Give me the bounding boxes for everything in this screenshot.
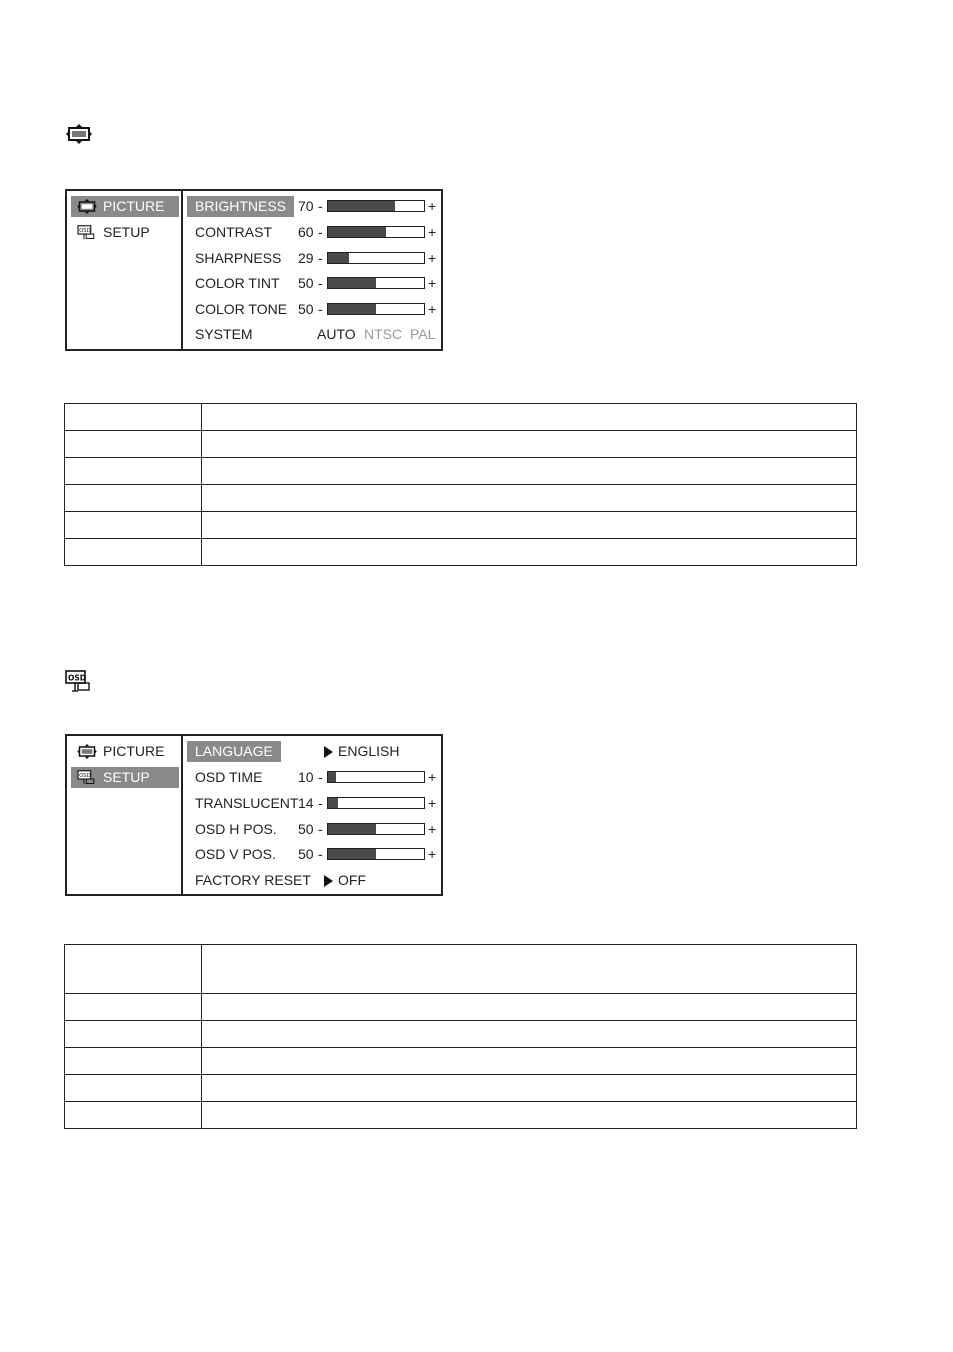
row-label: OSD V POS. (195, 846, 276, 862)
table-cell (202, 1075, 857, 1102)
svg-text:OSD: OSD (68, 673, 87, 683)
minus-symbol: - (318, 198, 323, 214)
row-label: OSD TIME (195, 769, 263, 785)
table-row (65, 512, 857, 539)
plus-symbol: + (428, 769, 437, 785)
table-cell (65, 458, 202, 485)
minus-symbol: - (318, 224, 323, 240)
minus-symbol: - (318, 250, 323, 266)
row-value: 50 (298, 301, 314, 317)
menu-row-osd-v-pos[interactable] (187, 844, 441, 865)
plus-symbol: + (428, 250, 437, 266)
row-value: 60 (298, 224, 314, 240)
menu-row-system[interactable] (187, 324, 441, 345)
play-arrow-icon (324, 875, 333, 887)
row-label: LANGUAGE (187, 741, 281, 762)
menu-row-brightness[interactable] (187, 196, 441, 217)
table-row (65, 1102, 857, 1129)
row-label: OSD H POS. (195, 821, 277, 837)
table-cell (202, 431, 857, 458)
row-label: SYSTEM (195, 326, 253, 342)
table-row (65, 1075, 857, 1102)
row-value: 29 (298, 250, 314, 266)
tab-setup[interactable] (71, 767, 179, 788)
level-bar[interactable] (327, 303, 425, 315)
plus-symbol: + (428, 846, 437, 862)
tab-label: PICTURE (103, 198, 165, 214)
minus-symbol: - (318, 769, 323, 785)
level-bar[interactable] (327, 226, 425, 238)
table-cell (202, 485, 857, 512)
tab-label: SETUP (103, 769, 150, 785)
setup-settings-table (64, 944, 857, 1129)
row-value: 70 (298, 198, 314, 214)
row-value: 50 (298, 821, 314, 837)
menu-row-sharpness[interactable] (187, 248, 441, 269)
table-cell (202, 1048, 857, 1075)
system-option-pal[interactable]: PAL (410, 326, 436, 342)
osd-tab-list (67, 191, 183, 349)
osd-tab-list (67, 736, 183, 894)
row-value: 50 (298, 275, 314, 291)
level-bar[interactable] (327, 823, 425, 835)
table-cell (65, 1048, 202, 1075)
table-cell (202, 1021, 857, 1048)
plus-symbol: + (428, 224, 437, 240)
plus-symbol: + (428, 198, 437, 214)
table-cell (202, 539, 857, 566)
plus-symbol: + (428, 795, 437, 811)
level-bar[interactable] (327, 200, 425, 212)
table-row (65, 1048, 857, 1075)
table-cell (65, 539, 202, 566)
plus-symbol: + (428, 275, 437, 291)
table-cell (65, 994, 202, 1021)
level-bar[interactable] (327, 848, 425, 860)
table-row (65, 431, 857, 458)
svg-text:OSD: OSD (79, 228, 91, 235)
row-value: 10 (298, 769, 314, 785)
table-row (65, 458, 857, 485)
minus-symbol: - (318, 795, 323, 811)
row-label: CONTRAST (195, 224, 272, 240)
osd-menu-setup (65, 734, 443, 896)
table-cell (65, 945, 202, 994)
row-label: SHARPNESS (195, 250, 282, 266)
table-row (65, 994, 857, 1021)
minus-symbol: - (318, 821, 323, 837)
tab-label: PICTURE (103, 743, 165, 759)
table-cell (202, 458, 857, 485)
table-cell (202, 994, 857, 1021)
tab-label: SETUP (103, 224, 150, 240)
row-label: COLOR TONE (195, 301, 288, 317)
menu-row-factory-reset[interactable] (187, 870, 441, 891)
row-label: FACTORY RESET (195, 872, 311, 888)
level-bar[interactable] (327, 252, 425, 264)
picture-icon (77, 744, 97, 759)
minus-symbol: - (318, 275, 323, 291)
picture-icon (77, 199, 97, 214)
row-value: 14 (298, 795, 314, 811)
level-bar[interactable] (327, 277, 425, 289)
osd-setup-icon (65, 670, 91, 692)
row-label: TRANSLUCENT (195, 795, 299, 811)
plus-symbol: + (428, 821, 437, 837)
osd-setup-icon (77, 770, 97, 785)
table-cell (202, 945, 857, 994)
row-label: COLOR TINT (195, 275, 280, 291)
table-cell (65, 512, 202, 539)
table-cell (202, 404, 857, 431)
picture-settings-table (64, 403, 857, 566)
play-arrow-icon (324, 746, 333, 758)
row-value: 50 (298, 846, 314, 862)
menu-row-contrast[interactable] (187, 222, 441, 243)
menu-row-osd-time[interactable] (187, 767, 441, 788)
table-cell (65, 1021, 202, 1048)
factory-reset-value[interactable]: OFF (338, 872, 366, 888)
menu-row-color-tone[interactable] (187, 299, 441, 320)
table-cell (65, 431, 202, 458)
language-value[interactable]: ENGLISH (338, 743, 400, 759)
menu-row-translucent[interactable] (187, 793, 441, 814)
osd-setup-icon (77, 225, 97, 240)
menu-row-osd-h-pos[interactable] (187, 819, 441, 840)
tab-picture[interactable] (71, 741, 179, 762)
table-row (65, 485, 857, 512)
plus-symbol: + (428, 301, 437, 317)
menu-row-color-tint[interactable] (187, 273, 441, 294)
level-bar[interactable] (327, 771, 425, 783)
table-row (65, 539, 857, 566)
system-option-ntsc[interactable]: NTSC (364, 326, 403, 342)
table-cell (202, 1102, 857, 1129)
table-cell (65, 404, 202, 431)
table-cell (202, 512, 857, 539)
table-cell (65, 1102, 202, 1129)
osd-menu-picture (65, 189, 443, 351)
picture-icon (66, 124, 92, 144)
row-label: BRIGHTNESS (187, 196, 294, 217)
table-row (65, 1021, 857, 1048)
level-bar[interactable] (327, 797, 425, 809)
tab-picture[interactable] (71, 196, 179, 217)
table-row (65, 404, 857, 431)
system-option-auto[interactable]: AUTO (317, 326, 356, 342)
menu-row-language[interactable] (187, 741, 441, 762)
tab-setup[interactable] (71, 222, 179, 243)
minus-symbol: - (318, 301, 323, 317)
svg-text:OSD: OSD (79, 773, 91, 780)
minus-symbol: - (318, 846, 323, 862)
table-cell (65, 1075, 202, 1102)
table-row (65, 945, 857, 994)
table-cell (65, 485, 202, 512)
